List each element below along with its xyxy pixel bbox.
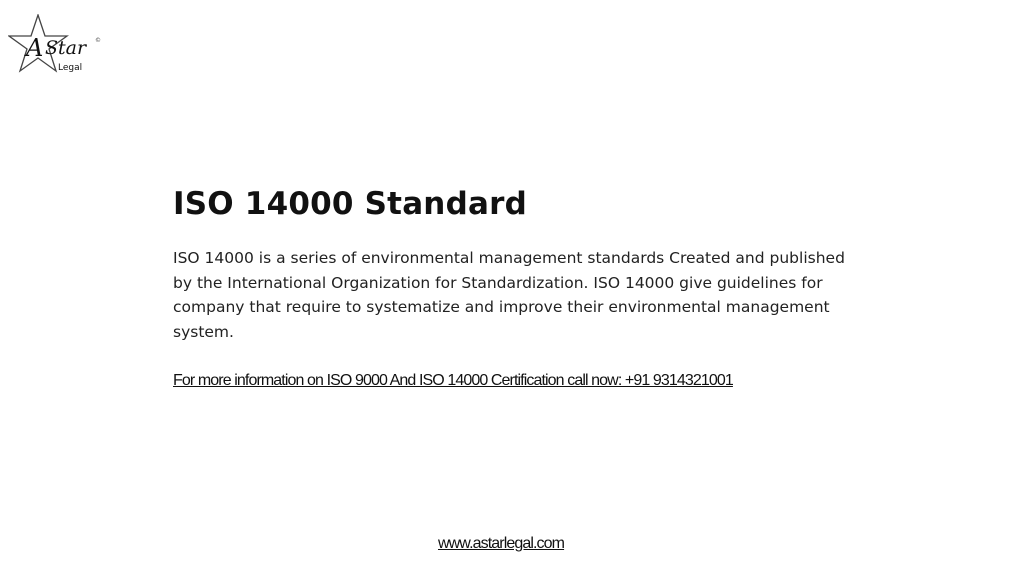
- main-content: [173, 184, 853, 390]
- brand-logo: [8, 14, 108, 76]
- contact-info-link[interactable]: For more information on ISO 9000 And ISO 14000 Certification call now: +91 9314321001: [173, 372, 733, 389]
- logo-word: Star: [45, 37, 87, 59]
- description-paragraph: ISO 14000 is a series of environmental management standards Created and published by the International Organization for Standardization. ISO 14000 give guidelines for company that require to systematize and improve their environmental management system.: [173, 249, 845, 341]
- page-title: ISO 14000 Standard: [173, 186, 527, 222]
- logo-initial: A: [26, 34, 44, 62]
- star-outline-icon: [8, 14, 108, 76]
- copyright-mark: ©: [95, 37, 101, 44]
- website-link[interactable]: www.astarlegal.com: [438, 535, 565, 552]
- logo-subtitle: Legal: [58, 63, 83, 73]
